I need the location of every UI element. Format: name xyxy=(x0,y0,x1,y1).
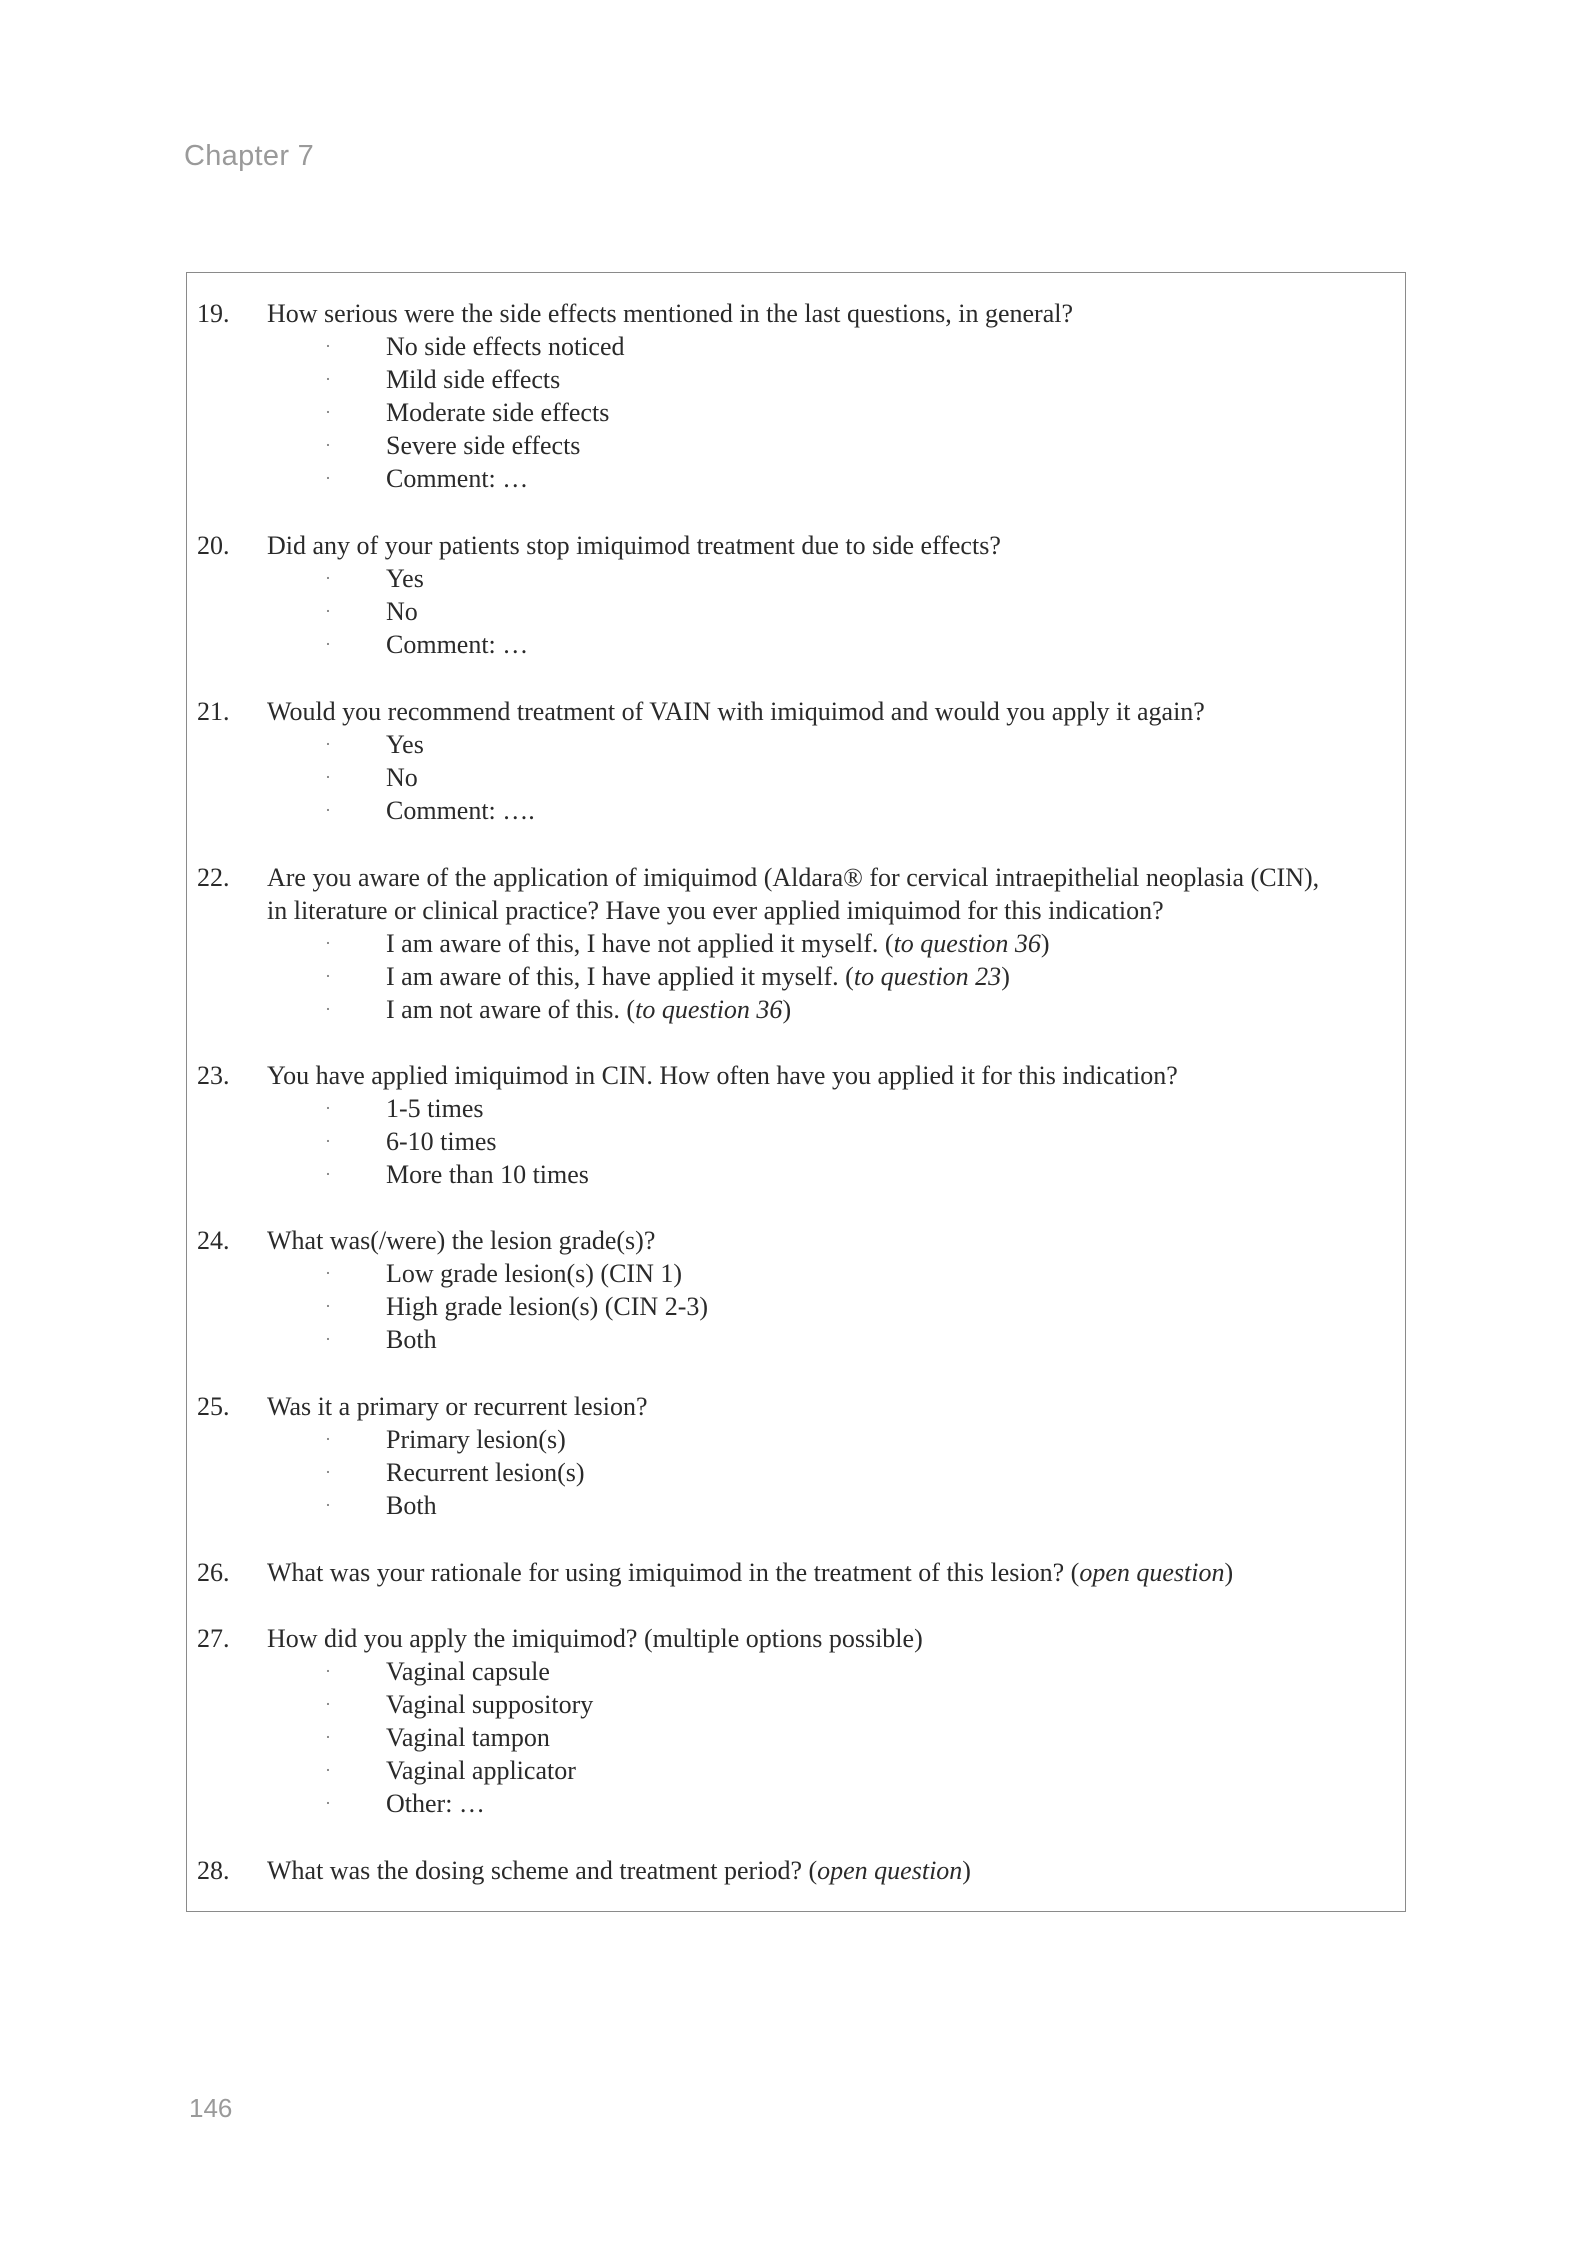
bullet-icon: · xyxy=(325,1495,331,1515)
question-20 xyxy=(197,529,1395,661)
question-number: 22. xyxy=(197,863,230,892)
list-item: · Yes xyxy=(325,564,424,593)
bullet-icon: · xyxy=(325,435,331,455)
list-item: · Recurrent lesion(s) xyxy=(325,1458,585,1487)
list-item: · No side effects noticed xyxy=(325,332,625,361)
list-item: · Low grade lesion(s) (CIN 1) xyxy=(325,1259,683,1288)
list-item: · High grade lesion(s) (CIN 2-3) xyxy=(325,1292,709,1321)
question-text: You have applied imiquimod in CIN. How often have you applied it for this indication? xyxy=(267,1061,1178,1090)
question-number: 23. xyxy=(197,1061,230,1090)
list-item: · Vaginal applicator xyxy=(325,1756,576,1785)
list-item: · Yes xyxy=(325,730,424,759)
bullet-icon: · xyxy=(325,1429,331,1449)
bullet-icon: · xyxy=(325,1131,331,1151)
list-item: · Comment: …. xyxy=(325,796,535,825)
option-list xyxy=(197,728,1395,827)
list-item: · Primary lesion(s) xyxy=(325,1425,566,1454)
bullet-icon: · xyxy=(325,1098,331,1118)
question-text: Would you recommend treatment of VAIN with imiquimod and would you apply it again? xyxy=(267,697,1205,726)
bullet-icon: · xyxy=(325,1329,331,1349)
question-text: What was your rationale for using imiquimod in the treatment of this lesion? (open question) xyxy=(267,1558,1234,1587)
bullet-icon: · xyxy=(325,734,331,754)
routing-note: to question 23 xyxy=(853,962,1002,991)
list-item: · Comment: … xyxy=(325,630,529,659)
routing-note: to question 36 xyxy=(635,995,783,1024)
list-item: · Both xyxy=(325,1325,437,1354)
bullet-icon: · xyxy=(325,468,331,488)
question-text: What was the dosing scheme and treatment period? (open question) xyxy=(267,1856,971,1885)
page-number: 146 xyxy=(189,2093,233,2123)
bullet-icon: · xyxy=(325,966,331,986)
question-text: How serious were the side effects mentioned in the last questions, in general? xyxy=(267,299,1074,328)
question-number: 25. xyxy=(197,1392,230,1421)
list-item: · Moderate side effects xyxy=(325,398,610,427)
question-24 xyxy=(197,1224,1395,1356)
question-19 xyxy=(197,297,1395,495)
bullet-icon: · xyxy=(325,601,331,621)
bullet-icon: · xyxy=(325,1263,331,1283)
question-number: 26. xyxy=(197,1558,230,1587)
routing-note: to question 36 xyxy=(893,929,1041,958)
question-number: 27. xyxy=(197,1624,230,1653)
open-question-note: open question xyxy=(1079,1558,1225,1587)
option-list xyxy=(197,330,1395,495)
question-text: Did any of your patients stop imiquimod treatment due to side effects? xyxy=(267,531,1001,560)
option-list xyxy=(197,927,1395,1026)
list-item: · No xyxy=(325,597,418,626)
question-25 xyxy=(197,1390,1395,1522)
bullet-icon: · xyxy=(325,1164,331,1184)
question-number: 19. xyxy=(197,299,230,328)
list-item: · Severe side effects xyxy=(325,431,581,460)
bullet-icon: · xyxy=(325,1661,331,1681)
list-item: · 6-10 times xyxy=(325,1127,497,1156)
question-26 xyxy=(197,1556,1395,1589)
option-list xyxy=(197,1092,1395,1191)
question-number: 20. xyxy=(197,531,230,560)
list-item: · Comment: … xyxy=(325,464,529,493)
bullet-icon: · xyxy=(325,1793,331,1813)
list-item: · 1-5 times xyxy=(325,1094,484,1123)
bullet-icon: · xyxy=(325,402,331,422)
list-item: · Vaginal capsule xyxy=(325,1657,550,1686)
bullet-icon: · xyxy=(325,1462,331,1482)
question-text xyxy=(267,861,1395,927)
list-item: · Mild side effects xyxy=(325,365,561,394)
list-item: · More than 10 times xyxy=(325,1160,589,1189)
list-item: · Both xyxy=(325,1491,437,1520)
list-item: · Vaginal tampon xyxy=(325,1723,550,1752)
option-list xyxy=(197,1655,1395,1820)
bullet-icon: · xyxy=(325,999,331,1019)
bullet-icon: · xyxy=(325,568,331,588)
question-number: 21. xyxy=(197,697,230,726)
list-item: · I am aware of this, I have not applied it myself. (to question 36) xyxy=(325,929,1050,958)
question-text: How did you apply the imiquimod? (multiple options possible) xyxy=(267,1624,923,1653)
bullet-icon: · xyxy=(325,767,331,787)
question-27 xyxy=(197,1622,1395,1820)
question-text: Was it a primary or recurrent lesion? xyxy=(267,1392,648,1421)
question-21 xyxy=(197,695,1395,827)
list-item: · I am not aware of this. (to question 36) xyxy=(325,995,792,1024)
chapter-header: Chapter 7 xyxy=(184,140,315,172)
list-item: · I am aware of this, I have applied it myself. (to question 23) xyxy=(325,962,1010,991)
bullet-icon: · xyxy=(325,1694,331,1714)
question-text-line: Are you aware of the application of imiquimod (Aldara® for cervical intraepithelial neoplasia (CIN), xyxy=(267,863,1320,892)
option-list xyxy=(197,1423,1395,1522)
bullet-icon: · xyxy=(325,933,331,953)
question-number: 28. xyxy=(197,1856,230,1885)
bullet-icon: · xyxy=(325,1727,331,1747)
question-22 xyxy=(197,861,1395,1026)
question-28 xyxy=(197,1854,1395,1887)
bullet-icon: · xyxy=(325,369,331,389)
question-23 xyxy=(197,1059,1395,1191)
open-question-note: open question xyxy=(817,1856,963,1885)
option-list xyxy=(197,1257,1395,1356)
bullet-icon: · xyxy=(325,336,331,356)
bullet-icon: · xyxy=(325,800,331,820)
question-text: What was(/were) the lesion grade(s)? xyxy=(267,1226,656,1255)
list-item: · No xyxy=(325,763,418,792)
questionnaire-box xyxy=(186,272,1406,1912)
list-item: · Vaginal suppository xyxy=(325,1690,594,1719)
bullet-icon: · xyxy=(325,1296,331,1316)
bullet-icon: · xyxy=(325,1760,331,1780)
list-item: · Other: … xyxy=(325,1789,485,1818)
question-number: 24. xyxy=(197,1226,230,1255)
option-list xyxy=(197,562,1395,661)
bullet-icon: · xyxy=(325,634,331,654)
question-text-line: in literature or clinical practice? Have you ever applied imiquimod for this indication? xyxy=(267,896,1164,925)
